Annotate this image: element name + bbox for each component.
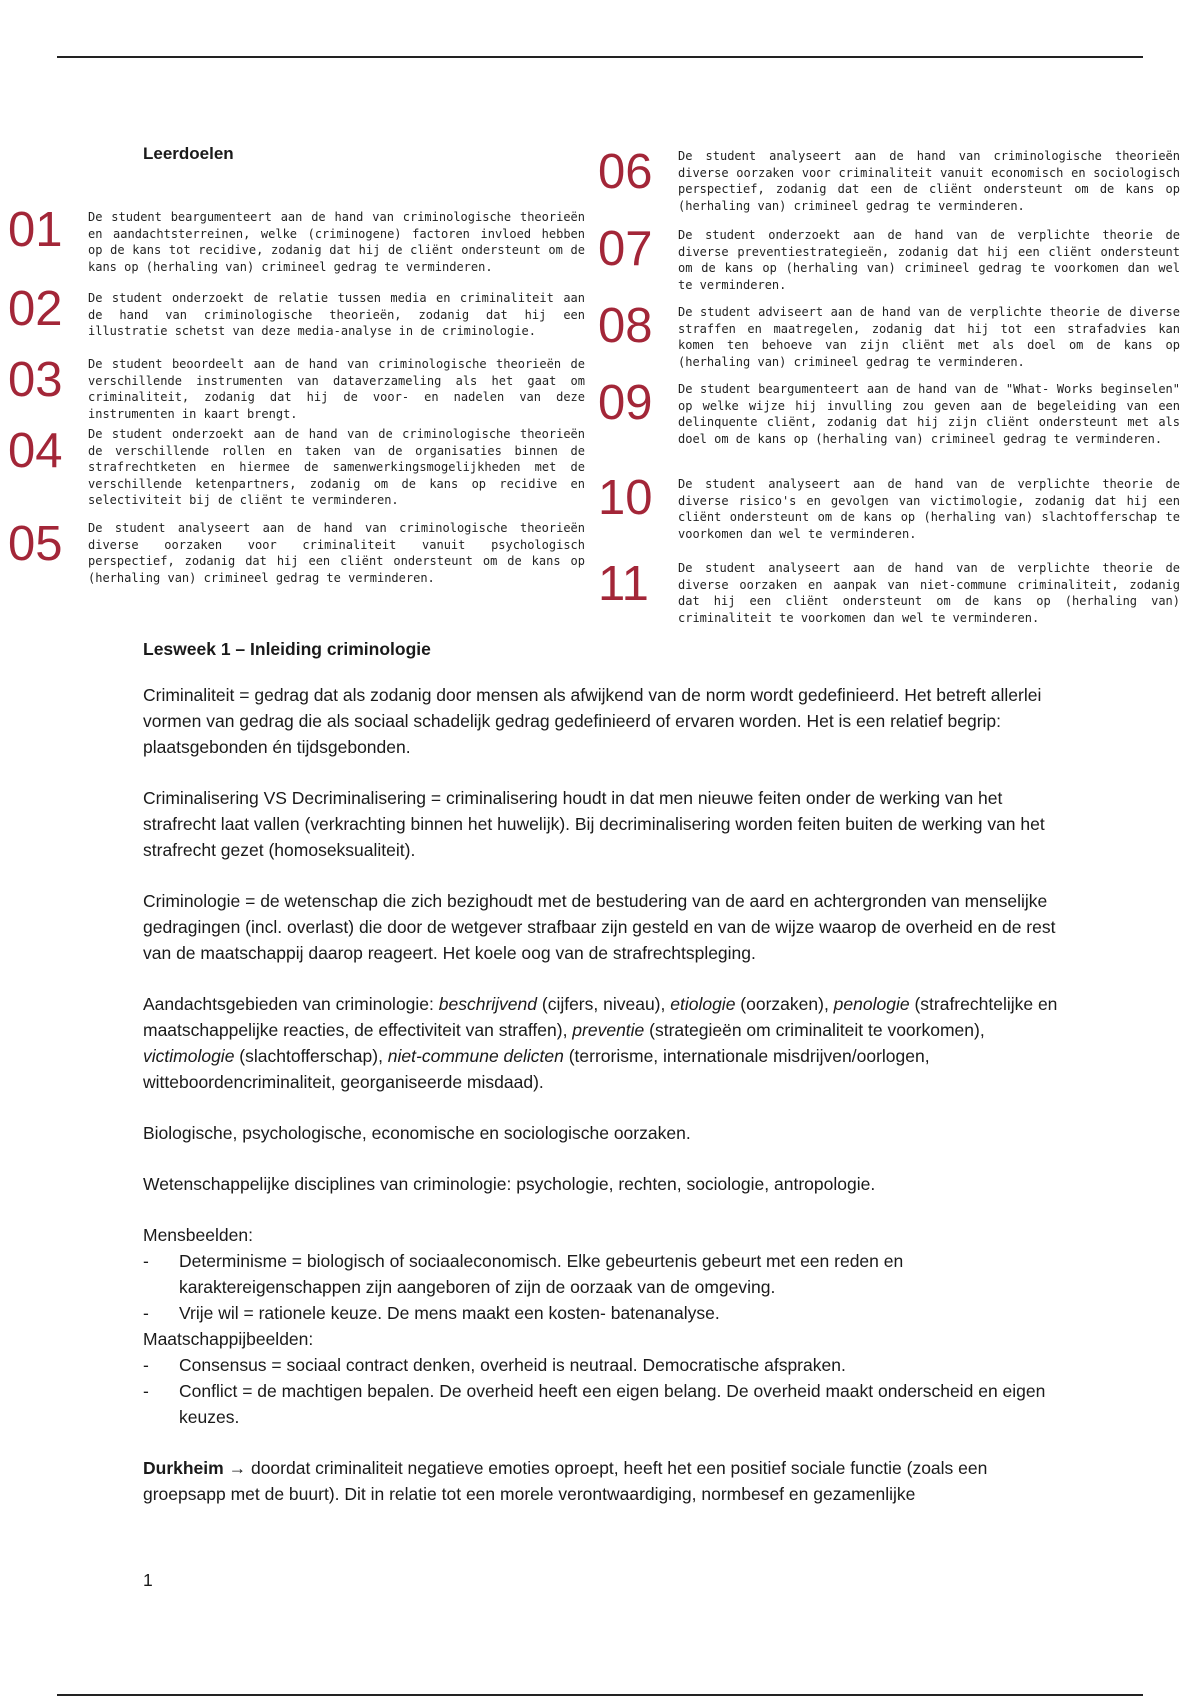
mensbeelden-list <box>143 1248 1063 1326</box>
term-preventie: preventie <box>572 1020 645 1040</box>
objective-number: 03 <box>8 353 63 407</box>
term-etiologie: etiologie <box>670 994 736 1014</box>
paragraph-oorzaken: Biologische, psychologische, economische en sociologische oorzaken. <box>143 1123 691 1143</box>
objective-text: De student analyseert aan de hand van de verplichte theorie de diverse risico's en gevolgen van victimologie, zodanig dat hij een cliënt ondersteunt om de kans op (herhaling van) slachtofferschap te voorkomen dan wel te verminderen. <box>678 477 1180 541</box>
objectives-title: Leerdoelen <box>143 144 234 163</box>
list-item <box>143 1248 1063 1300</box>
paragraph-criminaliteit: Criminaliteit = gedrag dat als zodanig door mensen als afwijkend van de norm wordt gedefinieerd. Het betreft allerlei vormen van gedrag die als sociaal schadelijk gedrag gedefinieerd of ervaren worden. Het is een relatief begrip: plaatsgebonden én tijdsgebonden. <box>143 685 1042 757</box>
paragraph-criminalisering: Criminalisering VS Decriminalisering = criminalisering houdt in dat men nieuwe feiten onder de werking van het strafrecht laat vallen (verkrachting binnen het huwelijk). Bij decriminalisering worden feiten buiten de werking van het strafrecht gezet (homoseksualiteit). <box>143 788 1045 860</box>
term-beschrijvend: beschrijvend <box>438 994 537 1014</box>
objective-text: De student onderzoekt aan de hand van de criminologische theorieën de verschillende rollen en taken van de organisaties binnen de strafrechtketen en hiermee de samenwerkingsmogelijkheden met de verschillende ketenpartners, zodanig om de kans op recidive en selectiviteit bij de cliënt te verminderen. <box>88 427 585 507</box>
maatschappijbeelden-list <box>143 1352 1063 1430</box>
objective-number: 08 <box>598 299 653 353</box>
bullet-dash: - <box>143 1251 149 1271</box>
page-number: 1 <box>143 1570 153 1590</box>
objective-number: 01 <box>8 203 63 257</box>
objective-number: 06 <box>598 145 653 199</box>
term-victimologie: victimologie <box>143 1046 235 1066</box>
term-desc: (slachtofferschap), <box>234 1046 388 1066</box>
bullet-dash: - <box>143 1355 149 1375</box>
paragraph-durkheim <box>143 1455 1063 1507</box>
durkheim-text: doordat criminaliteit negatieve emoties oproept, heeft het een positief sociale functie (zoals een groepsapp met de buurt). Dit in relatie tot een morele verontwaardiging, normbesef en gezamenlijke <box>143 1458 988 1504</box>
objective-text: De student beargumenteert aan de hand van criminologische theorieën en aandachtsterreinen, welke (criminogene) factoren invloed hebben op de kans tot recidive, zodanig dat hij de cliënt ondersteunt om de kans op (herhaling van) crimineel gedrag te verminderen. <box>88 210 585 274</box>
objective-text: De student onderzoekt de relatie tussen media en criminaliteit aan de hand van criminologische theorieën, zodanig dat hij een illustratie schetst van deze media-analyse in de criminologie. <box>88 291 585 338</box>
list-item <box>143 1378 1063 1430</box>
objective-text: De student beargumenteert aan de hand van de "What- Works beginselen" op welke wijze hij invulling zou geven aan de begeleiding van een delinquente cliënt, zodanig dat hij zijn cliënt ondersteunt met als doel om de kans op (herhaling van) crimineel gedrag te verminderen. <box>678 382 1180 446</box>
term-penologie: penologie <box>833 994 910 1014</box>
bullet-dash: - <box>143 1303 149 1323</box>
durkheim-name: Durkheim <box>143 1458 224 1478</box>
term-niet-commune-delicten: niet-commune delicten <box>387 1046 564 1066</box>
objective-number: 04 <box>8 424 63 478</box>
paragraph-aandachtsgebieden <box>143 991 1063 1095</box>
list-item <box>143 1352 1063 1378</box>
objective-text: De student onderzoekt aan de hand van de verplichte theorie de diverse preventiestrategieën, zodanig dat hij een cliënt ondersteunt om de kans op (herhaling van) crimineel gedrag te voorkomen dan wel te verminderen. <box>678 228 1180 292</box>
objective-number: 07 <box>598 222 653 276</box>
list-item-text: Conflict = de machtigen bepalen. De overheid heeft een eigen belang. De overheid maakt onderscheid en eigen keuzes. <box>179 1381 1046 1427</box>
objective-number: 09 <box>598 376 653 430</box>
objective-text: De student adviseert aan de hand van de verplichte theorie de diverse straffen en maatregelen, zodanig dat hij tot een strafadvies kan komen ten behoeve van zijn cliënt met als doel om de kans op (herhaling van) crimineel gedrag te verminderen. <box>678 305 1180 369</box>
term-desc: (strategieën om criminaliteit te voorkomen), <box>644 1020 985 1040</box>
header-rule <box>57 56 1143 58</box>
objective-text: De student analyseert aan de hand van criminologische theorieën diverse oorzaken voor criminaliteit vanuit psychologisch perspectief, zodanig dat hij een cliënt ondersteunt om de kans op (herhaling van) crimineel gedrag te verminderen. <box>88 521 585 585</box>
list-item-text: Determinisme = biologisch of sociaaleconomisch. Elke gebeurtenis gebeurt met een reden en karaktereigenschappen zijn aangeboren of zijn de oorzaak van de omgeving. <box>179 1251 904 1297</box>
bullet-dash: - <box>143 1381 149 1401</box>
aandacht-lead: Aandachtsgebieden van criminologie: <box>143 994 439 1014</box>
objective-text: De student analyseert aan de hand van criminologische theorieën diverse oorzaken voor criminaliteit vanuit economisch en sociologisch perspectief, zodanig dat een de cliënt ondersteunt om de kans op (herhaling van) crimineel gedrag te verminderen. <box>678 149 1180 213</box>
maatschappijbeelden-title: Maatschappijbeelden: <box>143 1329 314 1349</box>
term-desc: (cijfers, niveau), <box>537 994 671 1014</box>
paragraph-disciplines: Wetenschappelijke disciplines van criminologie: psychologie, rechten, sociologie, antropologie. <box>143 1174 876 1194</box>
objective-number: 11 <box>598 557 649 611</box>
lesson-heading: Lesweek 1 – Inleiding criminologie <box>143 639 431 659</box>
objective-number: 10 <box>598 471 653 525</box>
term-desc: (terrorisme, internationale misdrijven/oorlogen, witteboordencriminaliteit, georganiseerde misdaad). <box>143 1046 930 1092</box>
mensbeelden-title: Mensbeelden: <box>143 1225 253 1245</box>
main-content <box>143 636 1063 1532</box>
objective-number: 02 <box>8 282 63 336</box>
term-desc: (strafrechtelijke en maatschappelijke reacties, de effectiviteit van straffen), <box>143 994 1058 1040</box>
list-item-text: Consensus = sociaal contract denken, overheid is neutraal. Democratische afspraken. <box>179 1355 846 1375</box>
paragraph-criminologie: Criminologie = de wetenschap die zich bezighoudt met de bestudering van de aard en achtergronden van menselijke gedragingen (incl. overlast) die door de wetgever strafbaar zijn gesteld en van de wijze waarop de overheid en de rest van de maatschappij daarop reageert. Het koele oog van de strafrechtspleging. <box>143 891 1056 963</box>
objective-text: De student beoordeelt aan de hand van criminologische theorieën de verschillende instrumenten van dataverzameling als het gaat om criminaliteit, zodanig dat hij de voor- en nadelen van deze instrumenten in kaart brengt. <box>88 357 585 421</box>
footer-rule <box>57 1694 1143 1696</box>
arrow-icon: → <box>228 1458 247 1478</box>
list-item-text: Vrije wil = rationele keuze. De mens maakt een kosten- batenanalyse. <box>179 1303 720 1323</box>
term-desc: (oorzaken), <box>735 994 834 1014</box>
objective-number: 05 <box>8 517 63 571</box>
objective-text: De student analyseert aan de hand van de verplichte theorie de diverse oorzaken en aanpak van niet-commune criminaliteit, zodanig dat hij een cliënt ondersteunt om de kans op (herhaling van) criminaliteit te voorkomen dan wel te verminderen. <box>678 561 1180 625</box>
list-item <box>143 1300 1063 1326</box>
